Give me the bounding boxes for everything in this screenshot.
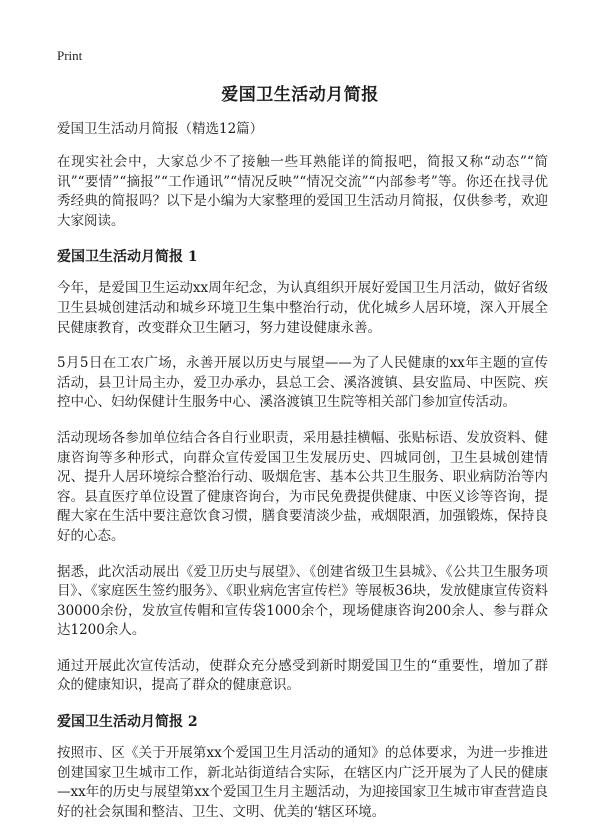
document-body: [57, 118, 548, 838]
print-label: Print: [57, 48, 83, 63]
document-title: 爱国卫生活动月简报: [221, 85, 379, 105]
section-1-paragraph-1: 今年，是爱国卫生运动xx周年纪念，为认真组织开展好爱国卫生月活动，做好省级卫生县城创建活动和城乡环境卫生集中整治行动，优化城乡人居环境，深入开展全民健康教育，改变群众卫生陋习，努力建设健康永善。: [57, 280, 548, 336]
section-1-paragraph-3: 活动现场各参加单位结合各自行业职责，采用悬挂横幅、张贴标语、发放资料、健康咨询等多种形式，向群众宣传爱国卫生发展历史、四城同创，卫生县城创建情况、提升人居环境综合整治行动、吸烟危害、基本公共卫生服务、职业病防治等内容。县直医疗单位设置了健康咨询台，为市民免费提供健康、中医义诊等咨询，提醒大家在生活中要注意饮食习惯，膳食要清淡少盐，戒烟限酒，加强锻炼，保持良好的心态。: [57, 429, 548, 544]
section-2-paragraph-1: 按照市、区《关于开展第xx个爱国卫生月活动的通知》的总体要求，为进一步推进创建国家卫生城市工作，新北站街道结合实际，在辖区内广泛开展为了人民的健康—xx年的历史与展望第xx个爱国卫生月主题活动，为迎接国家卫生城市审查营造良好的社会氛围和整洁、卫生、文明、优美的‘辖区环境。: [57, 745, 548, 820]
section-1-heading: 爱国卫生活动月简报 1: [57, 249, 198, 266]
section-1-paragraph-5: 通过开展此次宣传活动，使群众充分感受到新时期爱国卫生的“重要性，增加了群众的健康知识，提高了群众的健康意识。: [57, 657, 548, 694]
section-2-heading: 爱国卫生活动月简报 2: [57, 714, 198, 731]
intro-paragraph: 在现实社会中，大家总少不了接触一些耳熟能详的简报吧，简报又称“动态”“简讯”“要情”“摘报”“工作通讯”“情况反映”“情况交流”“内部参考”等。你还在找寻优秀经典的简报吗？以下是小编为大家整理的爱国卫生活动月简报，仅供参考，欢迎大家阅读。: [57, 154, 548, 229]
document-subtitle: 爱国卫生活动月简报（精选12篇）: [57, 121, 264, 137]
section-1-paragraph-4: 据悉，此次活动展出《爱卫历史与展望》、《创建省级卫生县城》、《公共卫生服务项目》、《家庭医生签约服务》、《职业病危害宣传栏》等展板36块，发放健康宣传资料30000余份，发放宣传帽和宣传袋1000余个，现场健康咨询200余人、参与群众达1200余人。: [57, 563, 548, 639]
section-1-paragraph-2: 5月5日在工农广场，永善开展以历史与展望——为了人民健康的xx年主题的宣传活动，县卫计局主办，爱卫办承办，县总工会、溪洛渡镇、县安监局、中医院、疾控中心、妇幼保健计生服务中心、溪洛渡镇卫生院等相关部门参加宣传活动。: [57, 355, 548, 411]
